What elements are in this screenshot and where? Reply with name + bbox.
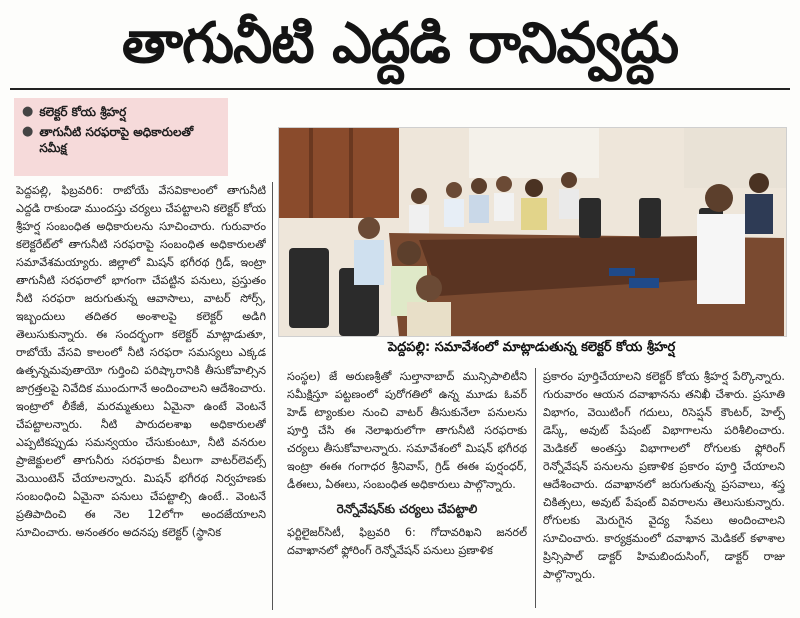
meeting-photo <box>278 127 787 337</box>
headline-rule <box>10 88 790 90</box>
column-divider <box>535 368 536 608</box>
article-column-2-text-b: ఫర్టిలైజర్‌సిటీ, ఫిబ్రవరి 6: గోదావరిఖని జనరల్ దవాఖానలో ఫ్లోరింగ్ రెన్నోవేషన్ పనులు ప్రణాళిక <box>287 526 527 557</box>
highlight-text: కలెక్టర్ కోయ శ్రీహర్ష <box>39 105 127 119</box>
article-column-2-text: సంస్థల) జే అరుణశ్రీతో సుల్తానాబాద్ మున్సిపాలిటీని సమీక్షిస్తూ పట్టణంలో పురోగతిలో ఉన్న మూడు ఓవర్ హెడ్ ట్యాంకుల నుంచి వాటర్ తీసుకునేలా పనులను పూర్తి చేసి ఈ నెలాఖరులోగా తాగునీటి సరఫరాకు చర్యలు తీసుకోవాలన్నారు. సమావేశంలో మిషన్ భగీరథ ఇంట్రా ఈఈ గంగాధర శ్రీనివాస్, గ్రిడ్ ఈఈ పుర్షంధర్, డీఈలు, ఏఈలు, సంబంధిత అధికారులు పాల్గొన్నారు. <box>287 370 527 491</box>
subheading: రెన్నోవేషన్‌కు చర్యలు చేపట్టాలి <box>336 502 478 516</box>
article-column-2 <box>287 368 527 608</box>
article-column-1: పెద్దపల్లి, ఫిబ్రవరి6: రాబోయే వేసవికాలంలో తాగునీటి ఎద్దడి రాకుండా ముందస్తు చర్యలు చేపట్టాలని కలెక్టర్ కోయ శ్రీహర్ష సంబంధిత అధికారులను సూచించారు. గురువారం కలెక్టరేట్‌లో తాగునీటి సరఫరాపై సంబంధిత అధికారులతో సమావేశమయ్యారు. జిల్లాలో మిషన్ భగీరథ గ్రిడ్, ఇంట్రా తాగునీటి సరఫరాలో భాగంగా చేపట్టిన పనులు, ప్రస్తుతం నీటి సరఫరా జరుగుతున్న ఆవాసాలు, వాటర్ సోర్స్, ఇబ్బందులు తదితర అంశాలపై కలెక్టర్ అడిగి తెలుసుకున్నారు. ఈ సందర్భంగా కలెక్టర్ మాట్లాడుతూ, రాబోయే వేసవి కాలంలో నీటి సరఫరా సమస్యలు ఎక్కడ ఉత్పన్నమవుతాయో గుర్తించి పరిష్కారానికి తీసుకోవాల్సిన జాగ్రత్తలపై నివేదిక ముందుగానే అందించాలని ఆదేశించారు. ఇంట్రాలో లీకేజీ, మరమ్మతులు ఏమైనా ఉంటే వెంటనే చేపట్టాలన్నారు. నీటి పారుదలశాఖ అధికారులతో ఎప్పటికప్పుడు సమన్వయం చేసుకుంటూ, నీటి వనరుల ప్రాజెక్టులలో తాగునీరు సరఫరాకు వీలుగా వాటర్‌లెవల్స్ మెయింటెన్ చేయాలన్నారు. మిషన్ భగీరథ నిర్వహణకు సంబంధించి ఏమైనా పనులు చేపట్టాల్సి ఉంటే.. వెంటనే ప్రతిపాదించి ఈ నెల 12లోగా అందజేయాలని సూచించారు. అనంతరం అదనపు కలెక్టర్ (స్థానిక <box>16 184 266 539</box>
highlight-item <box>22 104 220 120</box>
highlight-item <box>22 124 220 156</box>
meeting-photo-illustration <box>279 128 786 336</box>
column-divider <box>272 182 273 610</box>
photo-caption: పెద్దపల్లి: సమావేశంలో మాట్లాడుతున్న కలెక్టర్ కోయ శ్రీహర్ష <box>387 340 676 355</box>
highlights-box <box>14 98 228 176</box>
headline: తాగునీటి ఎద్దడి రానివ్వద్దు <box>121 11 679 76</box>
highlight-text: తాగునీటి సరఫరాపై అధికారులతో సమీక్ష <box>39 125 194 155</box>
bullet-icon: ● <box>22 104 34 119</box>
article-column-3: ప్రకారం పూర్తిచేయాలని కలెక్టర్ కోయ శ్రీహర్ష పేర్కొన్నారు. గురువారం ఆయన దవాఖానను తనిఖీ చేశారు. ప్రసూతి విభాగం, వెయిటింగ్ గదులు, రిసెప్షన్ కౌంటర్, హెల్ప్ డెస్క్, అవుట్ పేషంట్ విభాగాలను పరిశీలించారు. మెడికల్ అంతస్తు విభాగాలలో రోగులకు ఫ్లోరింగ్ రెన్నోవేషన్ పనులను ప్రణాళిక ప్రకారం పూర్తి చేయాలని ఆదేశించారు. దవాఖానలో జరుగుతున్న ప్రసవాలు, శస్త్ర చికిత్సలు, అవుట్ పేషంట్ వివరాలను తెలుసుకున్నారు. రోగులకు మెరుగైన వైద్య సేవలు అందించాలని సూచించారు. కార్యక్రమంలో దవాఖాన మెడికల్ కళాశాల ప్రిన్సిపాల్ డాక్టర్ హిమబిందుసింగ్, డాక్టర్ రాజు పాల్గొన్నారు. <box>543 370 785 581</box>
bullet-icon: ● <box>22 124 34 139</box>
